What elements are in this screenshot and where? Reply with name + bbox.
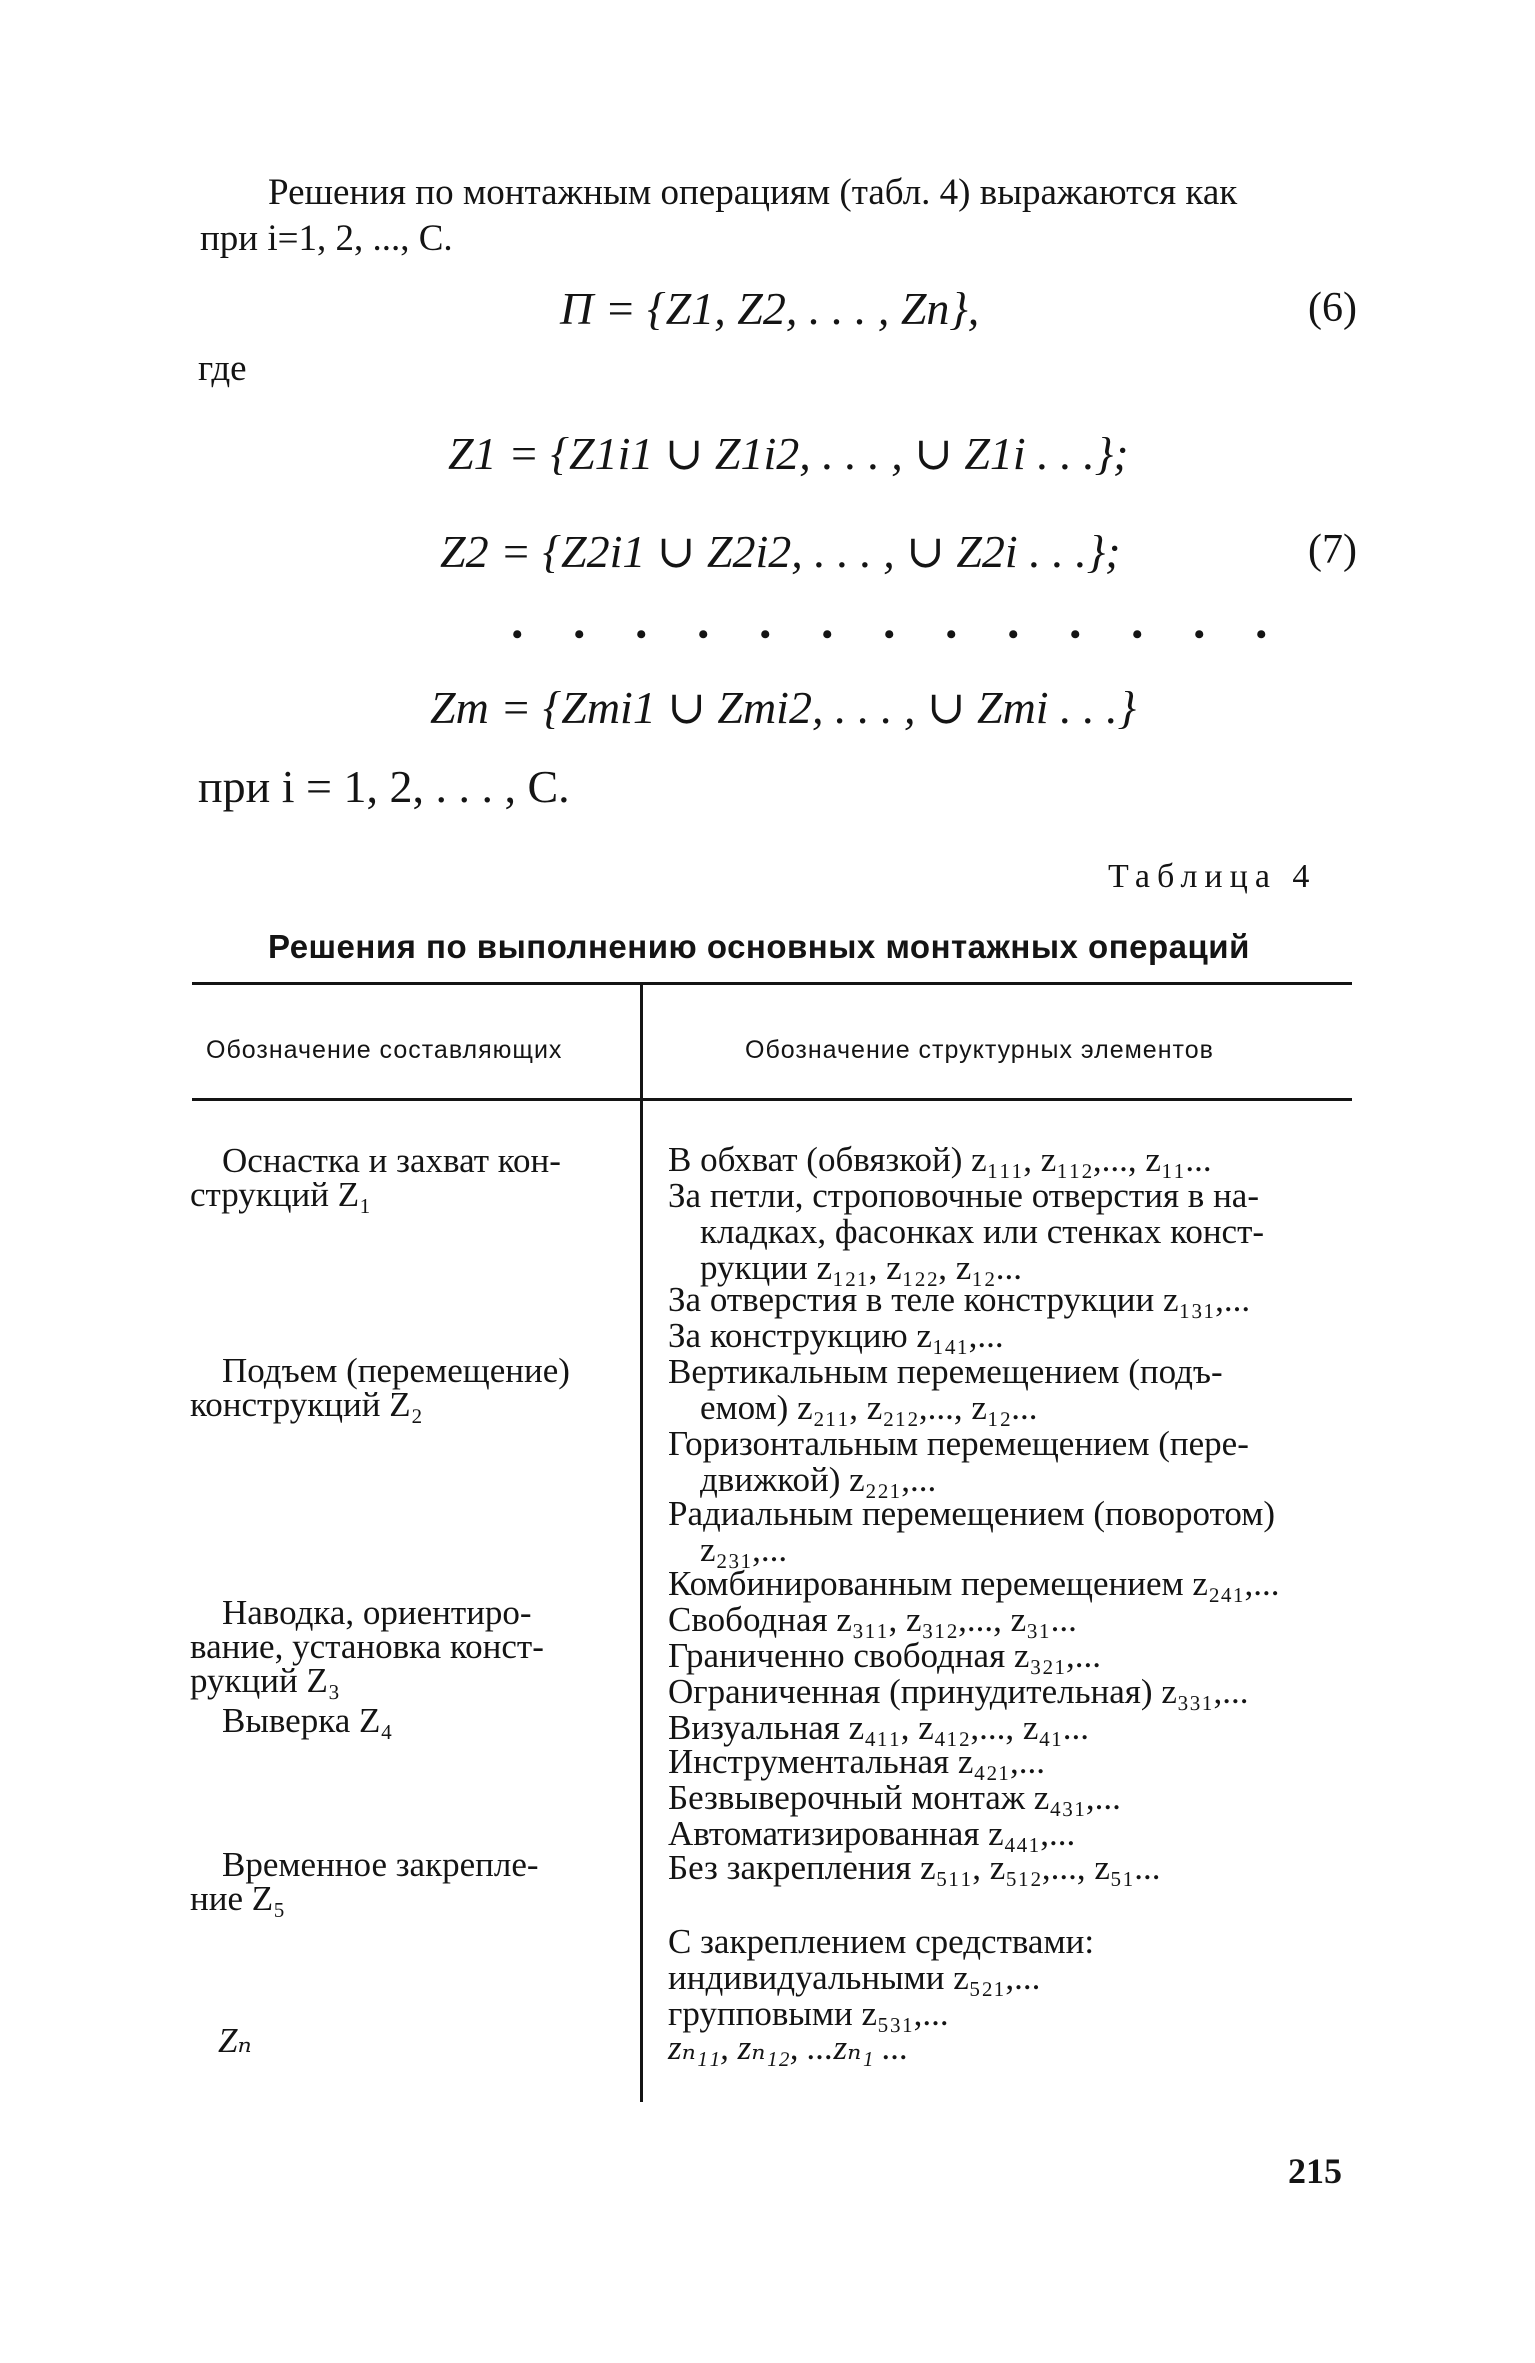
equation-7-line-1: Z1 = {Z1i1 ∪ Z1i2, . . . , ∪ Z1i . . .}; [448, 428, 1129, 479]
element-line: За отверстия в теле конструкции z₁₃₁,... [668, 1280, 1251, 1319]
element-line: С закреплением средствами: [668, 1922, 1095, 1961]
element-line: групповыми z₅₃₁,... [668, 1994, 949, 2033]
row-alignment-label: Выверка Z₄ [222, 1701, 393, 1740]
element-line: Граниченно свободная z₃₂₁,... [668, 1636, 1102, 1675]
element-line: Радиальным перемещением (поворотом) [668, 1494, 1275, 1533]
table-header-rule [192, 1098, 1352, 1101]
index-range-line: при i = 1, 2, . . . , C. [198, 761, 570, 812]
equation-6-number: (6) [1308, 285, 1357, 331]
element-line: Вертикальным перемещением (подъ- [668, 1352, 1223, 1391]
element-line: Инструментальная z₄₂₁,... [668, 1742, 1046, 1781]
element-line: рукции z₁₂₁, z₁₂₂, z₁₂... [700, 1248, 1022, 1287]
row-fixing-label-1: Временное закрепле- [222, 1845, 539, 1884]
intro-line-1: Решения по монтажным операциям (табл. 4) выражаются как [268, 172, 1238, 213]
equation-7-ellipsis: • • • • • • • • • • • • • [512, 618, 1289, 651]
column-header-components: Обозначение составляющих [206, 1036, 563, 1064]
element-line: zₙ₁₁, zₙ₁₂, ...zₙ₁ ... [668, 2028, 909, 2067]
element-line: Автоматизированная z₄₄₁,... [668, 1814, 1076, 1853]
row-equipment-label-1: Оснастка и захват кон- [222, 1141, 561, 1180]
table-top-rule [192, 982, 1352, 985]
element-line: Свободная z₃₁₁, z₃₁₂,..., z₃₁... [668, 1600, 1077, 1639]
element-line: z₂₃₁,... [700, 1530, 788, 1569]
element-line: Визуальная z₄₁₁, z₄₁₂,..., z₄₁... [668, 1708, 1090, 1747]
where-label: где [198, 348, 247, 389]
row-guiding-label-2: вание, установка конст- [190, 1627, 544, 1666]
page-number: 215 [1288, 2151, 1342, 2191]
row-fixing-label-2: ние Z₅ [190, 1879, 286, 1918]
equation-7-line-2: Z2 = {Z2i1 ∪ Z2i2, . . . , ∪ Z2i . . .}; [440, 526, 1121, 577]
element-line: индивидуальными z₅₂₁,... [668, 1958, 1041, 1997]
element-line: За конструкцию z₁₄₁,... [668, 1316, 1004, 1355]
element-line: Горизонтальным перемещением (пере- [668, 1424, 1249, 1463]
table-title: Решения по выполнению основных монтажных операций [268, 928, 1250, 965]
element-line: Ограниченная (принудительная) z₃₃₁,... [668, 1672, 1249, 1711]
column-header-elements: Обозначение структурных элементов [745, 1036, 1214, 1064]
element-line: кладках, фасонках или стенках конст- [700, 1212, 1265, 1251]
element-line: Без закрепления z₅₁₁, z₅₁₂,..., z₅₁... [668, 1848, 1161, 1887]
element-line: Безвыверочный монтаж z₄₃₁,... [668, 1778, 1121, 1817]
equation-6: П = {Z1, Z2, . . . , Zп}, [560, 283, 980, 334]
row-guiding-label-1: Наводка, ориентиро- [222, 1593, 532, 1632]
row-guiding-label-3: рукций Z₃ [190, 1661, 341, 1700]
row-generic-label: Zₙ [218, 2021, 252, 2060]
intro-line-2: при i=1, 2, ..., C. [200, 218, 453, 259]
row-lifting-label-1: Подъем (перемещение) [222, 1351, 570, 1390]
element-line: Комбинированным перемещением z₂₄₁,... [668, 1564, 1280, 1603]
element-line: движкой) z₂₂₁,... [700, 1460, 937, 1499]
equation-7-number: (7) [1308, 527, 1357, 573]
element-line: емом) z₂₁₁, z₂₁₂,..., z₁₂... [700, 1388, 1038, 1427]
row-equipment-label-2: струкций Z₁ [190, 1175, 372, 1214]
element-line: В обхват (обвязкой) z₁₁₁, z₁₁₂,..., z₁₁... [668, 1140, 1212, 1179]
table-caption: Таблица 4 [1108, 858, 1317, 895]
equation-7-line-3: Zm = {Zmi1 ∪ Zmi2, . . . , ∪ Zmi . . .} [430, 682, 1136, 733]
row-lifting-label-2: конструкций Z₂ [190, 1385, 423, 1424]
table-column-divider [640, 984, 643, 2102]
element-line: За петли, строповочные отверстия в на- [668, 1176, 1260, 1215]
